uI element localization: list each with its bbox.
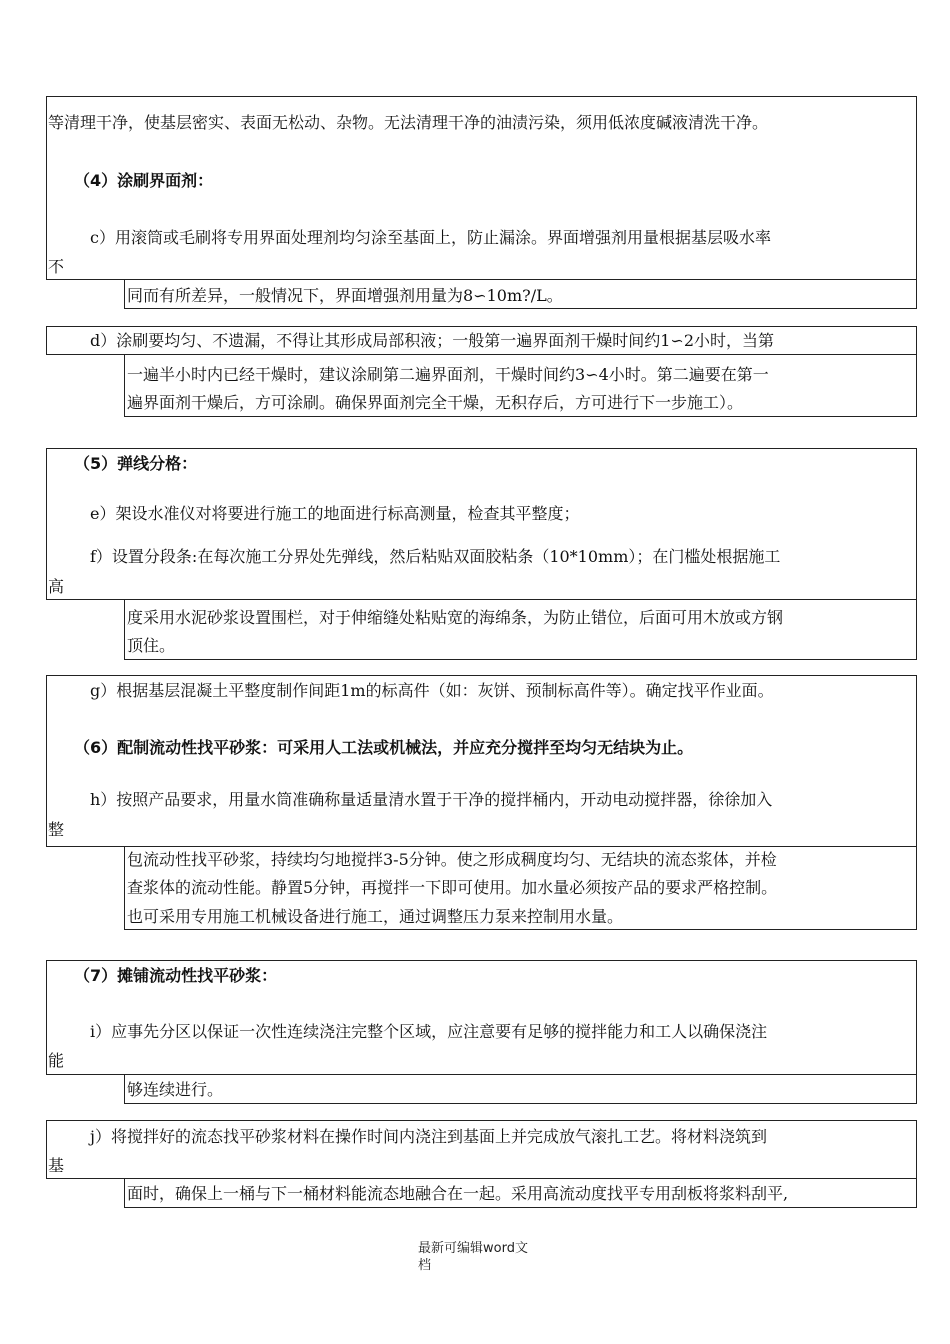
text-line: j）将搅拌好的流态找平砂浆材料在操作时间内浇注到基面上并完成放气滚扎工艺。将材料浇筑到 (90, 1127, 767, 1146)
text-line: 度采用水泥砂浆设置围栏，对于伸缩缝处粘贴宽的海绵条，为防止错位，后面可用木放或方钢 (127, 608, 784, 627)
footer-line-1: 最新可编辑word文 (418, 1241, 528, 1256)
text-line: 遍界面剂干燥后，方可涂刷。确保界面剂完全干燥，无积存后，方可进行下一步施工）。 (127, 393, 744, 412)
text-line: g）根据基层混凝土平整度制作间距1m的标高件（如：灰饼、预制标高件等）。确定找平作业面。 (90, 681, 774, 700)
continuation-box-5 (124, 1074, 917, 1104)
section-heading: （4）涂刷界面剂： (74, 171, 214, 190)
text-line: c）用滚筒或毛刷将专用界面处理剂均匀涂至基面上，防止漏涂。界面增强剂用量根据基层吸水率 (90, 228, 771, 247)
text-line: 能 (48, 1051, 65, 1070)
text-line: 面时，确保上一桶与下一桶材料能流态地融合在一起。采用高流动度找平专用刮板将浆料刮平, (127, 1184, 789, 1203)
text-line: d）涂刷要均匀、不遗漏，不得让其形成局部积液；一般第一遍界面剂干燥时间约1∽2小时，当第 (90, 331, 775, 350)
text-line: 也可采用专用施工机械设备进行施工，通过调整压力泵来控制用水量。 (127, 907, 624, 926)
footer-note (418, 1240, 528, 1274)
section-heading: （5）弹线分格： (74, 454, 198, 473)
text-line: h）按照产品要求，用量水筒准确称量适量清水置于干净的搅拌桶内，开动电动搅拌器，徐徐加入 (90, 790, 773, 809)
text-line: 一遍半小时内已经干燥时，建议涂刷第二遍界面剂，干燥时间约3∽4小时。第二遍要在第一 (127, 365, 769, 384)
text-line: 查浆体的流动性能。静置5分钟，再搅拌一下即可使用。加水量必须按产品的要求严格控制。 (127, 878, 778, 897)
text-line: 够连续进行。 (127, 1080, 224, 1099)
footer-line-2: 档 (418, 1258, 432, 1273)
text-line: 不 (48, 257, 65, 276)
text-line: 等清理干净，使基层密实、表面无松动、杂物。无法清理干净的油渍污染，须用低浓度碱液清洗干净。 (48, 113, 769, 132)
text-line: 包流动性找平砂浆，持续均匀地搅拌3-5分钟。使之形成稠度均匀、无结块的流态浆体，并检 (127, 850, 777, 869)
text-line: 整 (48, 820, 65, 839)
text-line: i）应事先分区以保证一次性连续浇注完整个区域，应注意要有足够的搅拌能力和工人以确保浇注 (90, 1022, 768, 1041)
text-line: e）架设水准仪对将要进行施工的地面进行标高测量，检查其平整度； (90, 504, 580, 523)
section-heading: （6）配制流动性找平砂浆：可采用人工法或机械法，并应充分搅拌至均匀无结块为止。 (74, 738, 694, 757)
text-line: 顶住。 (127, 636, 176, 655)
section-heading: （7）摊铺流动性找平砂浆： (74, 966, 278, 985)
text-line: f）设置分段条:在每次施工分界处先弹线，然后粘贴双面胶粘条（10*10mm）；在门槛处根据施工 (90, 547, 781, 566)
text-line: 同而有所差异，一般情况下，界面增强剂用量为8∽10m?/L。 (127, 286, 563, 305)
text-line: 高 (48, 577, 65, 596)
text-line: 基 (48, 1156, 65, 1175)
